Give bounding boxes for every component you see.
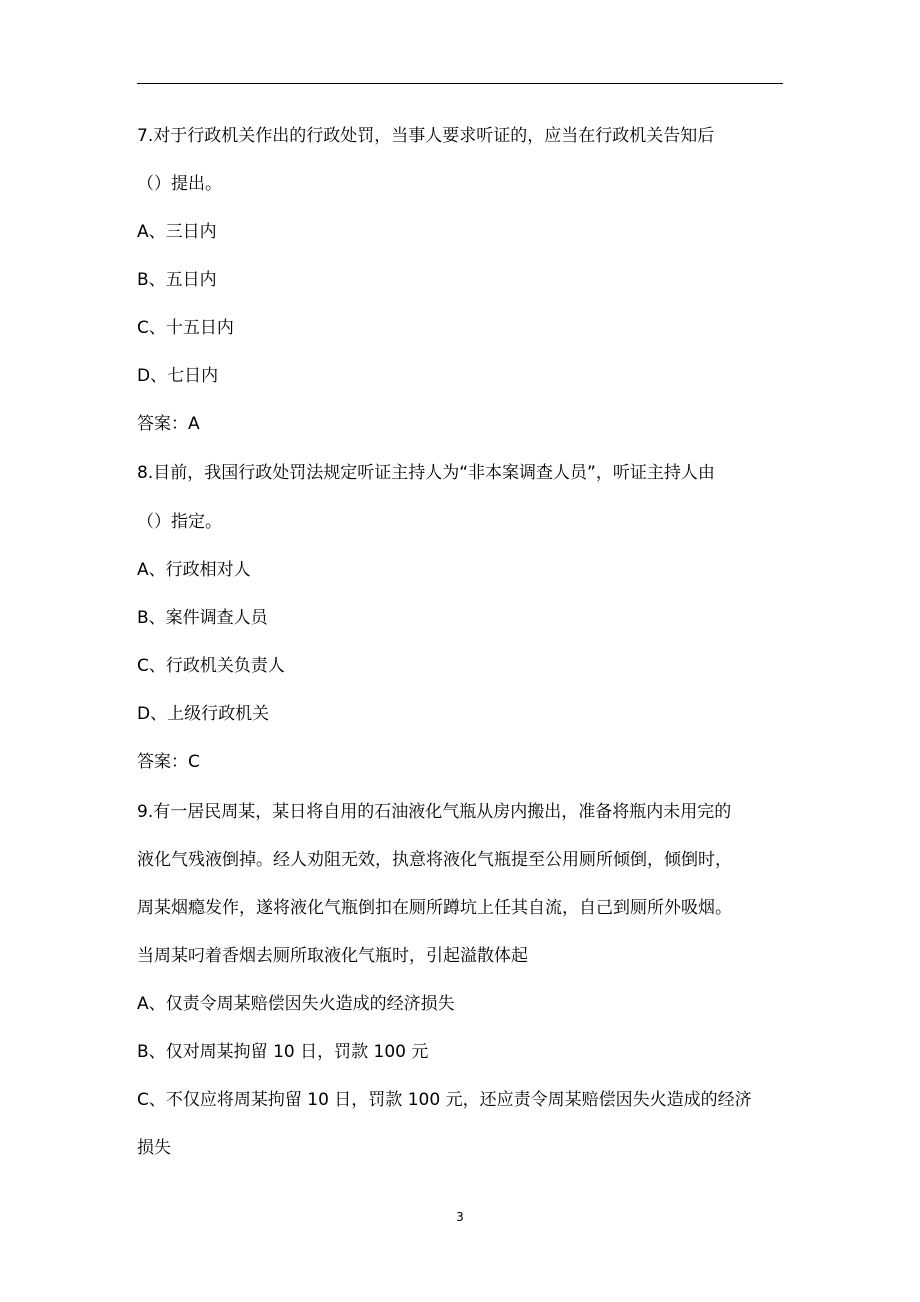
question-9-option-b: B、仅对周某拘留 10 日，罚款 100 元 [137,1042,429,1062]
question-7-option-c: C、十五日内 [137,318,234,338]
question-8-option-d: D、上级行政机关 [137,704,270,724]
question-9-line-1: 9.有一居民周某，某日将自用的石油液化气瓶从房内搬出，准备将瓶内未用完的 [137,802,732,822]
question-7-option-d: D、七日内 [137,366,219,386]
question-8-line-2: （）指定。 [137,512,222,532]
page-number: 3 [456,1210,464,1224]
question-9-line-4: 当周某叼着香烟去厕所取液化气瓶时，引起溢散体起 [137,946,528,966]
question-7-option-b: B、五日内 [137,270,217,290]
question-9-option-c: C、不仅应将周某拘留 10 日，罚款 100 元，还应责令周某赔偿因失火造成的经济 [137,1090,752,1110]
question-8-option-c: C、行政机关负责人 [137,656,285,676]
question-8-option-b: B、案件调查人员 [137,608,268,628]
question-7-line-1: 7.对于行政机关作出的行政处罚，当事人要求听证的，应当在行政机关告知后 [137,126,715,146]
question-8-option-a: A、行政相对人 [137,560,251,580]
question-9-line-2: 液化气残液倒掉。经人劝阻无效，执意将液化气瓶提至公用厕所倾倒，倾倒时， [137,850,732,870]
header-rule [137,83,783,84]
question-8-answer: 答案：C [137,752,200,772]
question-7-option-a: A、三日内 [137,222,217,242]
question-9-option-a: A、仅责令周某赔偿因失火造成的经济损失 [137,994,455,1014]
question-9-option-c-continued: 损失 [137,1138,171,1158]
question-7-answer: 答案：A [137,414,200,434]
question-8-line-1: 8.目前，我国行政处罚法规定听证主持人为“非本案调查人员”，听证主持人由 [137,463,715,483]
question-7-line-2: （）提出。 [137,174,222,194]
question-9-line-3: 周某烟瘾发作，遂将液化气瓶倒扣在厕所蹲坑上任其自流，自己到厕所外吸烟。 [137,898,732,918]
